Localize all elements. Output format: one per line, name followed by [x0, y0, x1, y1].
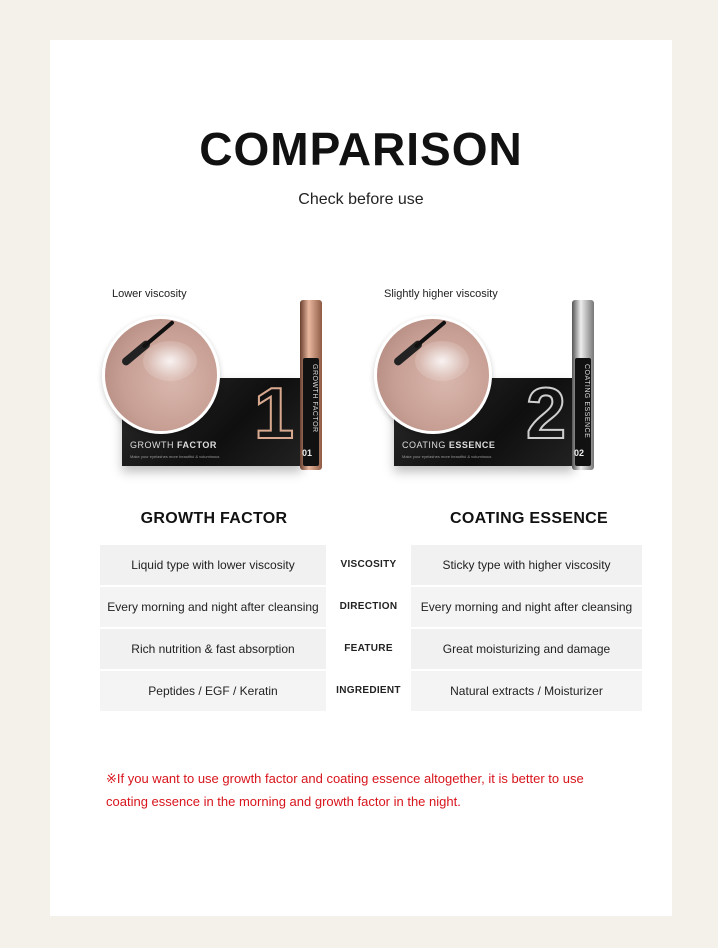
content-card	[50, 40, 672, 916]
table-row	[100, 629, 642, 671]
box-number: 1	[253, 374, 294, 454]
box-number: 2	[525, 374, 566, 454]
column-title-coating-essence: COATING ESSENCE	[450, 510, 608, 527]
category-label: DIRECTION	[339, 601, 398, 612]
product-image-coating-essence	[374, 288, 624, 518]
left-cell: Peptides / EGF / Keratin	[100, 671, 326, 711]
table-row	[100, 587, 642, 629]
texture-circle-image	[374, 316, 492, 434]
category-label: FEATURE	[344, 643, 393, 654]
table-row	[100, 671, 642, 713]
product-tube	[300, 300, 322, 470]
right-cell: Great moisturizing and damage	[411, 629, 642, 669]
right-cell: Every morning and night after cleansing	[411, 587, 642, 627]
right-cell: Sticky type with higher viscosity	[411, 545, 642, 585]
box-name: COATING ESSENCE	[402, 440, 496, 450]
usage-note: ※If you want to use growth factor and coating essence altogether, it is better to use coating essence in the morning and growth factor in the night.	[106, 771, 584, 809]
right-cell: Natural extracts / Moisturizer	[411, 671, 642, 711]
product-image-growth-factor	[102, 288, 352, 518]
left-cell: Every morning and night after cleansing	[100, 587, 326, 627]
product-tube	[572, 300, 594, 470]
viscosity-label: Lower viscosity	[112, 288, 187, 300]
category-label: VISCOSITY	[340, 559, 397, 570]
comparison-table	[100, 545, 642, 713]
viscosity-label: Slightly higher viscosity	[384, 288, 498, 300]
texture-circle-image	[102, 316, 220, 434]
tube-text: GROWTH FACTOR	[311, 364, 318, 433]
box-tagline: Make your eyelashes more beautiful & voluminous	[130, 454, 220, 459]
category-label: INGREDIENT	[336, 685, 401, 696]
page-subtitle: Check before use	[298, 191, 424, 208]
box-tagline: Make your eyelashes more beautiful & voluminous	[402, 454, 492, 459]
table-row	[100, 545, 642, 587]
tube-text: COATING ESSENCE	[583, 364, 590, 439]
tube-number: 01	[302, 448, 313, 458]
left-cell: Liquid type with lower viscosity	[100, 545, 326, 585]
tube-number: 02	[574, 448, 585, 458]
box-name: GROWTH FACTOR	[130, 440, 217, 450]
left-cell: Rich nutrition & fast absorption	[100, 629, 326, 669]
column-title-growth-factor: GROWTH FACTOR	[140, 510, 288, 527]
page-title: COMPARISON	[199, 123, 523, 175]
